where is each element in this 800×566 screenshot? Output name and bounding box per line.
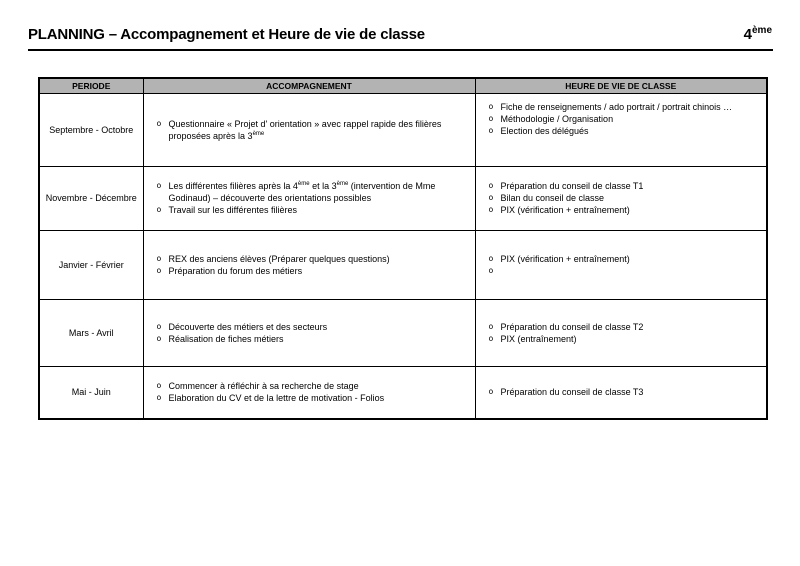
periode-cell: Janvier - Février [39,230,143,299]
circle-bullet-icon: o [488,113,494,123]
title-underline [28,49,773,51]
bullet-text: Elaboration du CV et de la lettre de motivation - Folios [168,393,385,404]
bullet-item [486,125,759,137]
planning-table-body [39,93,767,419]
bullet-item [154,333,467,345]
accompagnement-cell [143,166,475,230]
column-header-accompagnement: ACCOMPAGNEMENT [143,78,475,93]
bullet-item [486,113,759,125]
accompagnement-cell [143,93,475,166]
bullet-text: Election des délégués [500,125,589,136]
bullet-item [154,204,467,216]
bullet-text: Découverte des métiers et des secteurs [168,321,328,332]
bullet-text: Préparation du conseil de classe T1 [500,181,644,191]
bullet-item [154,321,467,333]
class-level-number: 4 [743,26,752,43]
bullet-item [486,265,759,277]
circle-bullet-icon: o [488,205,494,214]
bullet-item [486,333,759,345]
bullet-item [486,386,759,398]
circle-bullet-icon: o [156,381,162,391]
bullet-text: REX des anciens élèves (Préparer quelques questions) [168,253,390,264]
circle-bullet-icon: o [488,333,494,343]
heure-de-vie-cell [475,230,767,299]
periode-cell: Mai - Juin [39,366,143,419]
circle-bullet-icon: o [488,387,494,397]
bullet-item [486,253,759,265]
bullet-item [154,392,467,404]
circle-bullet-icon: o [488,253,494,263]
circle-bullet-icon: o [488,265,494,275]
class-level-badge [744,26,772,43]
circle-bullet-icon: o [156,333,162,343]
bullet-item [486,204,759,216]
bullet-item [486,101,759,113]
bullet-text: Les différentes filières après la 4ème et la 3ème (intervention de Mme Godinaud) – découverte des orientations possibles [168,181,436,203]
periode-cell: Septembre - Octobre [39,93,143,166]
bullet-item [486,192,759,204]
bullet-text: PIX (entraînement) [500,333,577,344]
bullet-item [154,118,467,142]
circle-bullet-icon: o [488,101,494,111]
circle-bullet-icon: o [488,125,494,135]
circle-bullet-icon: o [156,253,162,263]
bullet-text: Préparation du conseil de classe T2 [500,321,644,332]
heure-de-vie-cell [475,366,767,419]
periode-cell: Novembre - Décembre [39,166,143,230]
column-header-heure-de-vie: HEURE DE VIE DE CLASSE [475,78,767,93]
page-header [0,0,800,43]
circle-bullet-icon: o [156,393,162,403]
bullet-text: Bilan du conseil de classe [500,193,605,203]
circle-bullet-icon: o [156,205,162,214]
table-row [39,299,767,366]
planning-table [38,77,768,420]
periode-cell: Mars - Avril [39,299,143,366]
table-header-row [39,78,767,93]
bullet-item [486,180,759,192]
bullet-item [154,253,467,265]
bullet-text [501,265,759,277]
bullet-item [154,265,467,277]
bullet-text: Fiche de renseignements / ado portrait / portrait chinois … [500,101,733,112]
table-row [39,166,767,230]
bullet-text: Questionnaire « Projet d' orientation » avec rappel rapide des filières proposées après la 3ème [168,118,442,141]
table-row [39,93,767,166]
bullet-text: Méthodologie / Organisation [500,113,614,124]
bullet-text: Travail sur les différentes filières [168,205,298,215]
page-title: PLANNING – Accompagnement et Heure de vie de classe [28,26,425,43]
circle-bullet-icon: o [488,193,494,202]
bullet-item [154,180,467,204]
circle-bullet-icon: o [156,321,162,331]
bullet-text: PIX (vérification + entraînement) [500,205,630,215]
accompagnement-cell [143,230,475,299]
bullet-item [486,321,759,333]
heure-de-vie-cell [475,299,767,366]
bullet-text: PIX (vérification + entraînement) [500,253,630,264]
accompagnement-cell [143,299,475,366]
heure-de-vie-cell [475,93,767,166]
circle-bullet-icon: o [488,321,494,331]
table-row [39,230,767,299]
bullet-text: Commencer à réfléchir à sa recherche de stage [168,381,359,392]
bullet-item [154,380,467,392]
circle-bullet-icon: o [488,181,494,190]
bullet-text: Préparation du forum des métiers [168,265,303,276]
heure-de-vie-cell [475,166,767,230]
circle-bullet-icon: o [156,118,162,128]
bullet-text: Préparation du conseil de classe T3 [500,387,644,398]
bullet-text: Réalisation de fiches métiers [168,333,284,344]
circle-bullet-icon: o [156,265,162,275]
circle-bullet-icon: o [156,181,162,190]
accompagnement-cell [143,366,475,419]
column-header-periode: PERIODE [39,78,143,93]
class-level-suffix: ème [751,25,772,36]
table-row [39,366,767,419]
